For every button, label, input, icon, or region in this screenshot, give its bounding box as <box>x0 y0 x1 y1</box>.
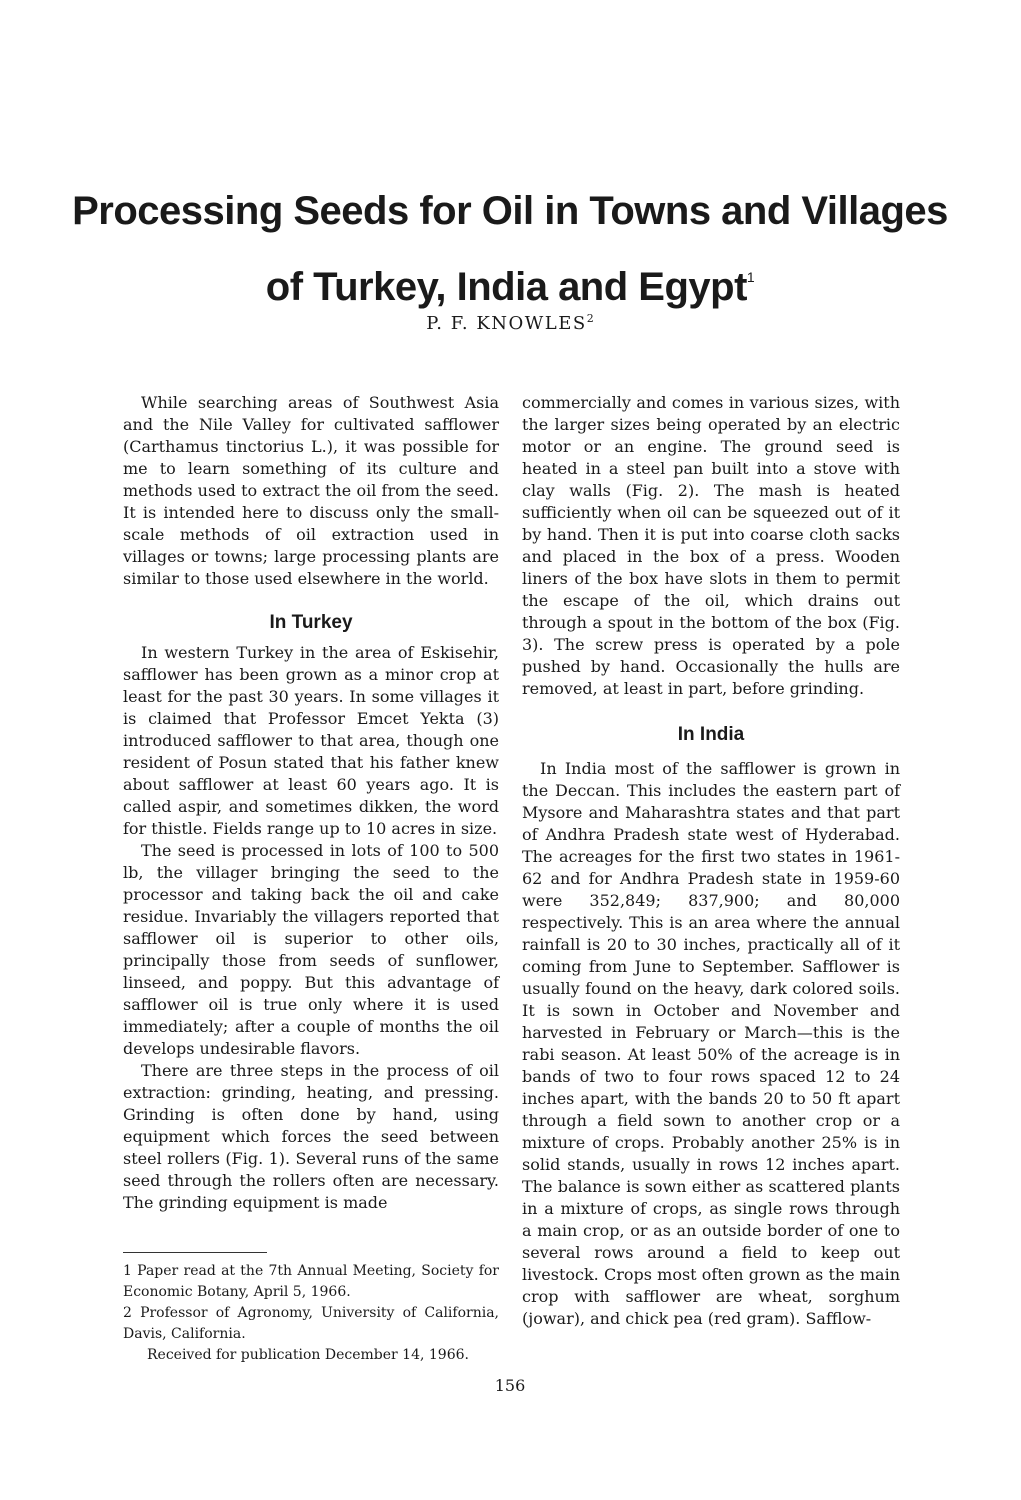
author-footnote-mark: 2 <box>586 312 594 325</box>
article-title <box>60 178 960 320</box>
india-paragraph-1: In India most of the safflower is grown in the Deccan. This includes the eastern part of Mysore and Maharashtra states and that part of Andhra Pradesh state west of Hyderabad. The acreages for the first two states in 1961-62 and for Andhra Pradesh state in 1959-60 were 352,849; 837,900; and 80,000 respectively. This is an area where the annual rainfall is 20 to 30 inches, practically all of it coming from June to September. Safflower is usually found on the heavy, dark colored soils. It is sown in October and November and harvested in February or March—this is the rabi season. At least 50% of the acreage is in bands of two to four rows spaced 12 to 24 inches apart, with the bands 20 to 50 ft apart through a field sown to another crop or a mixture of crops. Probably another 25% is in solid stands, usually in rows 12 inches apart. The balance is sown either as scattered plants in a mixture of crops, as single rows through a main crop, or as an outside border of one to several rows around a field to keep out livestock. Crops most often grown as the main crop with safflower are wheat, sorghum (jowar), and chick pea (red gram). Safflow- <box>522 759 900 1328</box>
right-column <box>522 392 900 1330</box>
section-heading-india: In India <box>677 724 745 745</box>
title-line-1: Processing Seeds for Oil in Towns and Villages <box>72 189 948 233</box>
title-footnote-mark: 1 <box>746 269 755 285</box>
left-column <box>123 392 499 1214</box>
page-number: 156 <box>494 1376 526 1395</box>
footnote-1: 1 Paper read at the 7th Annual Meeting, Society for Economic Botany, April 5, 1966. <box>123 1263 499 1300</box>
footnote-rule <box>123 1252 267 1253</box>
received-date: Received for publication December 14, 1966. <box>147 1347 469 1363</box>
author-byline <box>300 312 720 334</box>
section-heading-turkey: In Turkey <box>269 612 353 633</box>
turkey-paragraph-3: There are three steps in the process of oil extraction: grinding, heating, and pressing. Grinding is often done by hand, using equipment which forces the seed between steel rollers (Fig. 1). Several runs of the same seed through the rollers often are necessary. The grinding equipment is made <box>123 1061 499 1212</box>
turkey-continuation-paragraph: commercially and comes in various sizes, with the larger sizes being operated by an electric motor or an engine. The ground seed is heated in a steel pan built into a stove with clay walls (Fig. 2). The mash is heated sufficiently when oil can be squeezed out of it by hand. Then it is put into coarse cloth sacks and placed in the box of a press. Wooden liners of the box have slots in them to permit the escape of the oil, which drains out through a spout in the bottom of the box (Fig. 3). The screw press is operated by a pole pushed by hand. Occasionally the hulls are removed, at least in part, before grinding. <box>522 393 900 698</box>
footnotes <box>123 1252 499 1366</box>
footnote-2: 2 Professor of Agronomy, University of California, Davis, California. <box>123 1305 499 1342</box>
title-line-2: of Turkey, India and Egypt <box>265 265 747 309</box>
author-name: P. F. KNOWLES <box>426 313 587 334</box>
turkey-paragraph-1: In western Turkey in the area of Eskisehir, safflower has been grown as a minor crop at least for the past 30 years. In some villages it is claimed that Professor Emcet Yekta (3) introduced safflower to that area, though one resident of Posun stated that his father knew about safflower at least 60 years ago. It is called aspir, and sometimes dikken, the word for thistle. Fields range up to 10 acres in size. <box>123 643 499 838</box>
intro-paragraph: While searching areas of Southwest Asia and the Nile Valley for cultivated safflower (Carthamus tinctorius L.), it was possible for me to learn something of its culture and methods used to extract the oil from the seed. It is intended here to discuss only the small-scale methods of oil extraction used in villages or towns; large processing plants are similar to those used elsewhere in the world. <box>123 393 499 588</box>
turkey-paragraph-2: The seed is processed in lots of 100 to 500 lb, the villager bringing the seed to the processor and taking back the oil and cake residue. Invariably the villagers reported that safflower oil is superior to other oils, principally those from seeds of sunflower, linseed, and poppy. But this advantage of safflower oil is true only where it is used immediately; after a couple of months the oil develops undesirable flavors. <box>123 841 499 1058</box>
